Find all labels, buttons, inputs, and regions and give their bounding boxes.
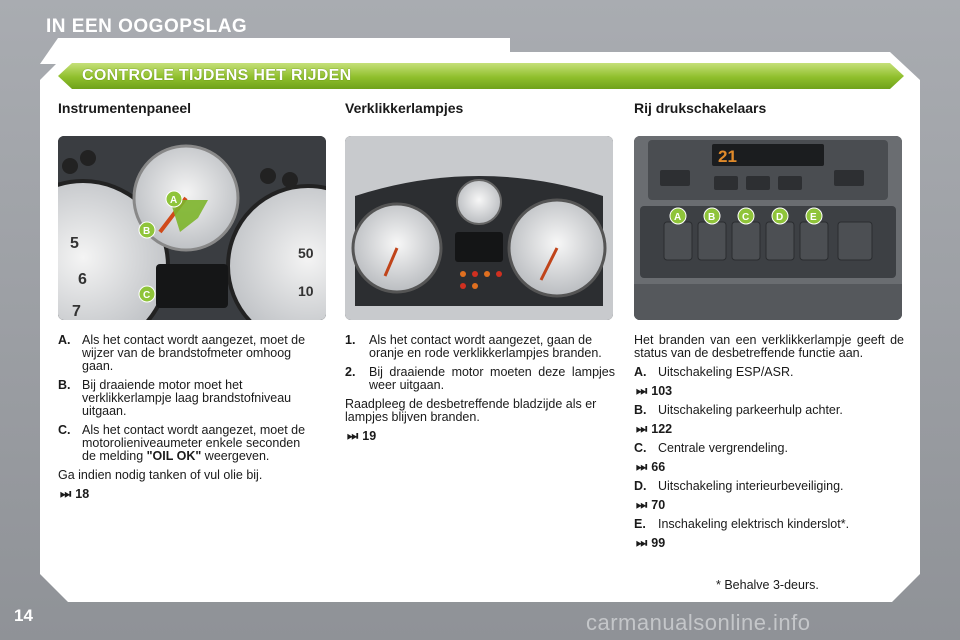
reference-number: 70 [651,498,666,512]
reference-number: 103 [651,384,673,398]
watermark: carmanualsonline.info [586,610,811,635]
photo-label-b: B [708,212,716,223]
switch-intro: Het branden van een verklikkerlampje geeft de status van de desbetreffende functie aan. [634,333,904,360]
reference-number: 122 [651,422,673,436]
svg-text:6: 6 [78,271,87,288]
instrument-note: Ga indien nodig tanken of vul olie bij. [58,468,263,482]
item-label: E. [634,517,646,531]
section-banner-title: CONTROLE TIJDENS HET RIJDEN [82,67,352,84]
list-item [345,366,615,392]
reference-arrow-icon: ⏭ [636,422,648,436]
list-item [345,334,615,360]
instrument-panel-heading: Instrumentenpaneel [58,100,192,116]
item-label: A. [58,333,71,347]
item-label: D. [634,479,647,493]
reference-arrow-icon: ⏭ [60,487,72,501]
page-title: IN EEN OOGOPSLAG [46,16,248,37]
page-reference [634,461,904,474]
item-label: A. [634,365,647,379]
item-text-end: weergeven. [201,449,270,463]
list-item [58,424,316,463]
item-text: Bij draaiende motor moet het verklikkerlampje laag brandstofniveau uitgaan. [82,378,292,418]
svg-text:50: 50 [298,245,314,261]
photo-label-a: A [674,212,682,223]
list-item [634,518,904,531]
svg-text:7: 7 [72,303,81,320]
item-text: Uitschakeling interieurbeveiliging. [658,479,844,493]
climate-display: 21 [718,147,737,166]
item-text: Centrale vergrendeling. [658,441,788,455]
reference-arrow-icon: ⏭ [636,384,648,398]
photo-label-c: C [742,212,750,223]
page-reference [345,430,615,443]
svg-text:10: 10 [298,283,314,299]
reference-number: 99 [651,536,666,550]
page-reference [634,537,904,550]
page-reference [634,385,904,398]
page-number: 14 [14,606,33,625]
warning-lamps-text [345,334,615,449]
photo-label-e: E [810,212,817,223]
page-reference [634,499,904,512]
item-text: Uitschakeling ESP/ASR. [658,365,794,379]
photo-label-a: A [170,195,178,206]
reference-arrow-icon: ⏭ [636,498,648,512]
item-label: C. [634,441,647,455]
list-item [634,480,904,493]
photo-label-b: B [143,226,151,237]
switch-row-text [634,334,904,556]
item-label: B. [634,403,647,417]
reference-number: 19 [362,429,377,443]
photo-label-c: C [143,290,151,301]
page-reference [634,423,904,436]
switch-row-photo [634,136,902,320]
list-item [58,379,316,418]
list-item [634,404,904,417]
item-text: Als het contact wordt aangezet, gaan de oranje en rode verklikkerlampjes branden. [369,333,602,360]
reference-number: 18 [75,487,90,501]
svg-text:5: 5 [70,235,79,252]
reference-arrow-icon: ⏭ [636,460,648,474]
instrument-panel-photo [58,136,326,320]
list-item [634,366,904,379]
reference-number: 66 [651,460,666,474]
lamps-note: Raadpleeg de desbetreffende bladzijde als er lampjes blijven branden. [345,397,597,424]
oil-ok-message: "OIL OK" [146,449,202,463]
item-text: Uitschakeling parkeerhulp achter. [658,403,843,417]
item-text: Als het contact wordt aangezet, moet de wijzer van de brandstofmeter omhoog gaan. [82,333,306,373]
warning-lamps-photo [345,136,613,320]
photo-label-d: D [776,212,784,223]
item-text: Inschakeling elektrisch kinderslot*. [658,517,850,531]
instrument-panel-text [58,334,316,507]
reference-arrow-icon: ⏭ [636,536,648,550]
reference-arrow-icon: ⏭ [347,429,359,443]
item-label: C. [58,423,71,437]
list-item [634,442,904,455]
item-label: 1. [345,333,356,347]
footnote: * Behalve 3-deurs. [716,578,819,592]
item-text: Bij draaiende motor moeten deze lampjes weer uitgaan. [369,365,615,392]
switch-row-heading: Rij drukschakelaars [634,100,767,116]
page-reference [58,488,316,501]
item-label: B. [58,378,71,392]
list-item [58,334,316,373]
item-label: 2. [345,365,356,379]
warning-lamps-heading: Verklikkerlampjes [345,100,464,116]
item-text: Als het contact wordt aangezet, moet de motorolieniveaumeter enkele seconden de melding [82,423,306,463]
